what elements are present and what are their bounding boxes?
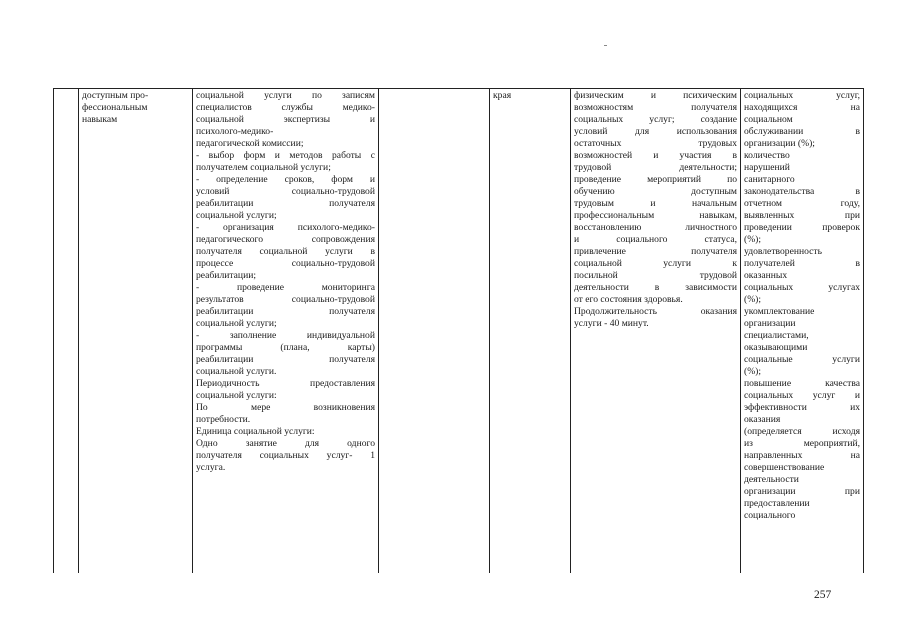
text-line: и социального статуса, — [574, 234, 737, 245]
text-line: отчетном году, — [744, 198, 860, 209]
col-conditions — [571, 89, 741, 574]
text-line: организации (%); — [744, 138, 815, 149]
page-number: 257 — [814, 589, 832, 601]
text-line: проведение мероприятий по — [574, 174, 737, 185]
text-line: реабилитации; — [196, 270, 257, 281]
col-number — [54, 89, 79, 574]
text-line: социальной экспертизы и — [196, 114, 375, 125]
text-line: социальном — [744, 114, 793, 125]
col-indicators — [741, 89, 864, 574]
col-empty — [379, 89, 490, 574]
text-line: находящихся на — [744, 102, 860, 113]
text-line: предоставлении — [744, 498, 810, 509]
text-line: навыкам — [82, 114, 118, 125]
text-line: социальных услуг, — [744, 90, 860, 101]
text-line: обучению доступным — [574, 186, 737, 197]
text-line: социальной услуги по записям — [196, 90, 375, 101]
text-line: санитарного — [744, 174, 795, 185]
text-line: социальных услугах — [744, 282, 860, 293]
text-line: трудовой деятельности; — [574, 162, 737, 173]
text-line: повышение качества — [744, 378, 860, 389]
text-line: (определяется исходя — [744, 426, 860, 437]
text-line: услуга. — [196, 462, 226, 473]
text-line: эффективности их — [744, 402, 860, 413]
text-line: обслуживании в — [744, 126, 860, 137]
text-line: оказывающими — [744, 342, 808, 353]
text-line: физическим и психическим — [574, 90, 737, 101]
text-line: социального — [744, 510, 796, 521]
text-line: реабилитации получателя — [196, 198, 375, 209]
text-line: (%); — [744, 294, 762, 305]
text-line: социальной услуги; — [196, 210, 277, 221]
text-line: укомплектование — [744, 306, 815, 317]
text-line: оказанных — [744, 270, 788, 281]
text-line: посильной трудовой — [574, 270, 737, 281]
text-line: педагогической комиссии; — [196, 138, 304, 149]
text-line: педагогического сопровождения — [196, 234, 375, 245]
text-line: получателем социальной услуги; — [196, 162, 331, 173]
text-line: нарушений — [744, 162, 790, 173]
text-line: получателя социальных услуг- 1 — [196, 450, 375, 461]
text-line: Продолжительность оказания — [574, 306, 737, 317]
text-line: (%); — [744, 366, 762, 377]
text-line: услуги - 40 минут. — [574, 318, 649, 329]
text-line: выявленных при — [744, 210, 860, 221]
text-line: из мероприятий, — [744, 438, 860, 449]
text-line: удовлетворенность — [744, 246, 822, 257]
text-line: доступным про- — [82, 90, 149, 101]
text-line: социальной услуги: — [196, 390, 277, 401]
text-line: социальной услуги к — [574, 258, 737, 269]
text-line: Одно занятие для одного — [196, 438, 375, 449]
text-line: фессиональным — [82, 102, 148, 113]
text-line: социальных услуг; создание — [574, 114, 737, 125]
text-line: организации — [744, 318, 796, 329]
text-line: возможностям получателя — [574, 102, 737, 113]
text-line: деятельности — [744, 474, 799, 485]
text-line: проведении проверок — [744, 222, 860, 233]
col-service-name — [79, 89, 193, 574]
text-line: от его состояния здоровья. — [574, 294, 683, 305]
text-line: трудовым и начальным — [574, 198, 737, 209]
text-line: По мере возникновения — [196, 402, 375, 413]
text-line: количество — [744, 150, 790, 161]
scan-speck — [604, 45, 607, 46]
text-line: социальной услуги; — [196, 318, 277, 329]
text-line: процессе социально-трудовой — [196, 258, 375, 269]
text-line: законодательства в — [744, 186, 860, 197]
text-line: оказания — [744, 414, 781, 425]
text-line: потребности. — [196, 414, 251, 425]
text-line: Единица социальной услуги: — [196, 426, 315, 437]
text-line: (%); — [744, 234, 762, 245]
text-line: - заполнение индивидуальной — [196, 330, 375, 341]
text-line: восстановлению личностного — [574, 222, 737, 233]
services-table — [53, 88, 864, 573]
text-line: - выбор форм и методов работы с — [196, 150, 375, 161]
text-line: реабилитации получателя — [196, 354, 375, 365]
text-line: социальных услуг и — [744, 390, 860, 401]
text-line: психолого-медико- — [196, 126, 274, 137]
col-service-description — [193, 89, 379, 574]
text-line: деятельности в зависимости — [574, 282, 737, 293]
text-line: социальные услуги — [744, 354, 860, 365]
text-line: условий социально-трудовой — [196, 186, 375, 197]
text-line: организации при — [744, 486, 860, 497]
text-line: - организация психолого-медико- — [196, 222, 375, 233]
text-line: - определение сроков, форм и — [196, 174, 375, 185]
text-line: получателей в — [744, 258, 860, 269]
text-line: края — [493, 90, 512, 101]
text-line: возможностей и участия в — [574, 150, 737, 161]
text-line: профессиональным навыкам, — [574, 210, 737, 221]
text-line: направленных на — [744, 450, 860, 461]
text-line: Периодичность предоставления — [196, 378, 375, 389]
text-line: условий для использования — [574, 126, 737, 137]
text-line: получателя социальной услуги в — [196, 246, 375, 257]
text-line: - проведение мониторинга — [196, 282, 375, 293]
text-line: социальной услуги. — [196, 366, 277, 377]
table-row — [54, 89, 864, 574]
text-line: специалистами, — [744, 330, 809, 341]
text-line: результатов социально-трудовой — [196, 294, 375, 305]
text-line: специалистов службы медико- — [196, 102, 375, 113]
text-line: остаточных трудовых — [574, 138, 737, 149]
text-line: привлечение получателя — [574, 246, 737, 257]
text-line: реабилитации получателя — [196, 306, 375, 317]
col-region — [490, 89, 571, 574]
text-line: совершенствование — [744, 462, 825, 473]
text-line: программы (плана, карты) — [196, 342, 375, 353]
